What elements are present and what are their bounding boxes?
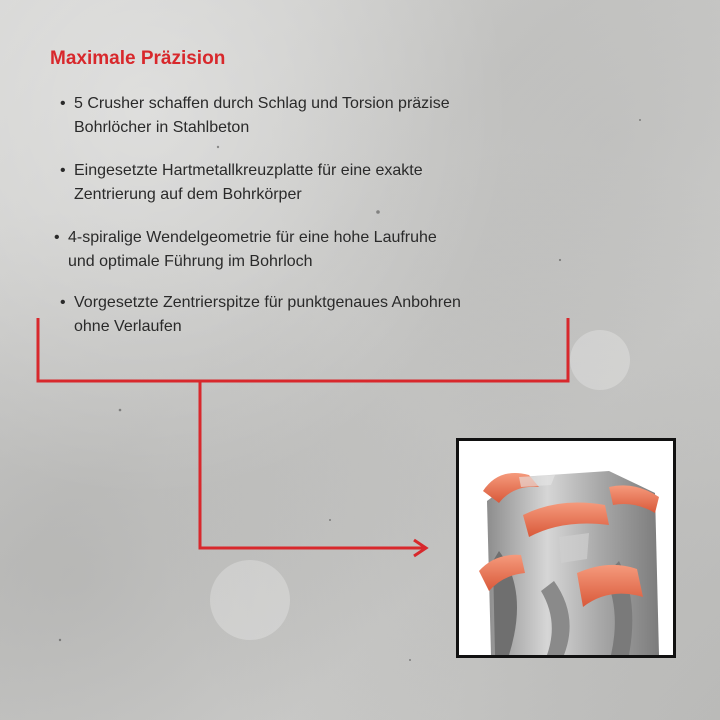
product-image-frame (456, 438, 676, 658)
page-title: Maximale Präzision (50, 48, 226, 69)
drill-bit-tip-image (459, 441, 673, 655)
feature-text-line: Vorgesetzte Zentrierspitze für punktgenaues Anbohren (74, 294, 461, 311)
bullet-dot: • (60, 95, 66, 112)
feature-text-line: und optimale Führung im Bohrloch (68, 253, 313, 270)
feature-text-line: Bohrlöcher in Stahlbeton (74, 119, 250, 136)
bullet-dot: • (54, 229, 60, 246)
feature-text-line: 4-spiralige Wendelgeometrie für eine hohe Laufruhe (68, 229, 437, 246)
feature-text-line: Eingesetzte Hartmetallkreuzplatte für eine exakte (74, 162, 423, 179)
feature-text-line: Zentrierung auf dem Bohrkörper (74, 186, 302, 203)
feature-text-line: 5 Crusher schaffen durch Schlag und Torsion präzise (74, 95, 450, 112)
bullet-dot: • (60, 162, 66, 179)
feature-text-line: ohne Verlaufen (74, 318, 182, 335)
bullet-dot: • (60, 294, 66, 311)
